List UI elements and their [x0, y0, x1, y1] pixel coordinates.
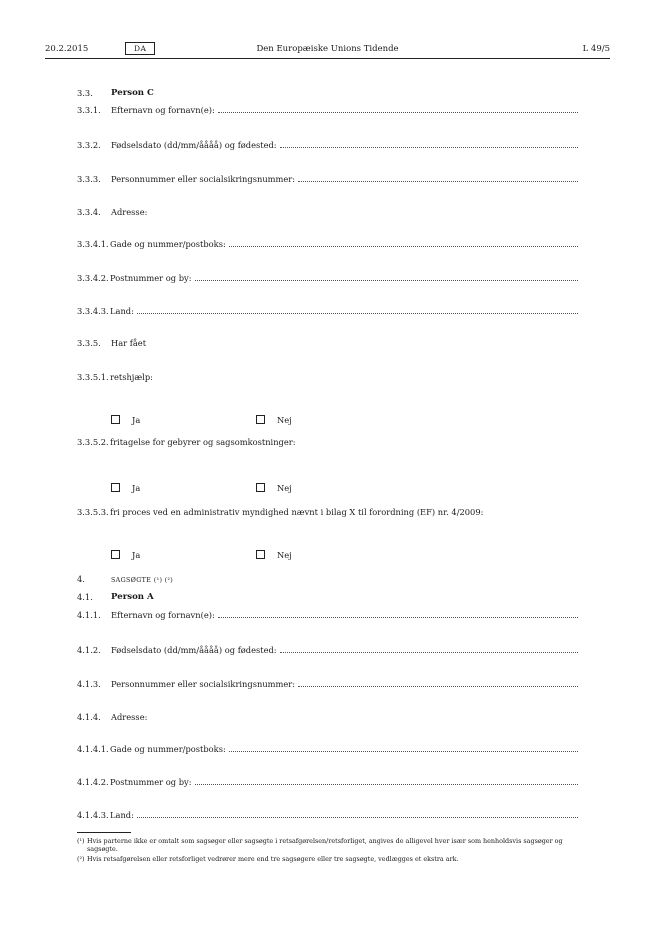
- field-row-street: [77, 743, 578, 755]
- section-title-wrapper: [111, 573, 173, 586]
- field-row-birth: [77, 644, 578, 656]
- field-row-received: [77, 337, 578, 349]
- checkbox-label: Ja: [132, 483, 141, 493]
- checkbox[interactable]: [256, 483, 265, 492]
- field-label: fritagelse for gebyrer og sagsomkostninger:: [110, 437, 296, 447]
- field-row-address: [77, 206, 578, 218]
- checkbox-label: Ja: [132, 550, 141, 560]
- field-number: 4.1.4.3.: [77, 810, 109, 820]
- field-label: Land:: [110, 810, 134, 820]
- field-label: Har fået: [111, 338, 147, 348]
- footnote-text: Hvis retsafgørelsen eller retsforliget vedrører mere end tre sagsøgere eller tre sagsøgte, vedlægges et ekstra ark.: [87, 855, 459, 863]
- field-row-address: [77, 711, 578, 723]
- field-number: 3.3.1.: [77, 105, 101, 115]
- footnote-mark: (²): [77, 855, 85, 863]
- field-number: 4.1.4.2.: [77, 777, 109, 787]
- field-label: Gade og nummer/postboks:: [110, 744, 226, 754]
- field-label: Fødselsdato (dd/mm/åååå) og fødested:: [111, 140, 277, 150]
- field-number: 4.1.3.: [77, 679, 101, 689]
- page-reference: L 49/5: [582, 44, 610, 54]
- checkbox-label: Nej: [277, 415, 292, 425]
- checkbox-no-group[interactable]: [256, 482, 292, 494]
- field-label: Adresse:: [111, 712, 148, 722]
- field-number: 3.3.5.2.: [77, 437, 109, 447]
- checkbox-no-group[interactable]: [256, 414, 292, 426]
- section-title: SAGSØGTE: [111, 576, 152, 584]
- field-number: 4.1.4.1.: [77, 744, 109, 754]
- field-row-personal-number: [77, 173, 578, 185]
- checkbox[interactable]: [111, 415, 120, 424]
- field-label: Land:: [110, 306, 134, 316]
- field-number: 3.3.4.2.: [77, 273, 109, 283]
- field-label: Personnummer eller socialsikringsnummer:: [111, 679, 296, 689]
- fill-in-line[interactable]: [218, 112, 578, 113]
- field-number: 3.3.4.1.: [77, 239, 109, 249]
- field-row-surname: [77, 104, 578, 116]
- fill-in-line[interactable]: [298, 686, 578, 687]
- footnote-divider: [77, 832, 131, 833]
- field-number: 4.1.2.: [77, 645, 101, 655]
- field-label: Personnummer eller socialsikringsnummer:: [111, 174, 296, 184]
- checkbox-yes-group[interactable]: [111, 549, 140, 561]
- footnote-refs: (¹) (²): [153, 576, 174, 584]
- checkbox[interactable]: [256, 415, 265, 424]
- field-row-country: [77, 809, 578, 821]
- field-label: Efternavn og fornavn(e):: [111, 105, 215, 115]
- field-number: 3.3.3.: [77, 174, 101, 184]
- field-number: 3.3.4.: [77, 207, 101, 217]
- field-number: 4.1.1.: [77, 610, 101, 620]
- field-row-postcode: [77, 776, 578, 788]
- fill-in-line[interactable]: [280, 652, 578, 653]
- language-code-box: DA: [125, 42, 155, 55]
- section-number: 4.1.: [77, 592, 93, 602]
- fill-in-line[interactable]: [229, 751, 578, 752]
- checkbox[interactable]: [256, 550, 265, 559]
- header-divider: [45, 58, 610, 59]
- field-number: 3.3.5.1.: [77, 372, 109, 382]
- fill-in-line[interactable]: [137, 817, 578, 818]
- section-heading-person-c: [77, 87, 578, 99]
- footnote: [77, 837, 578, 853]
- fill-in-line[interactable]: [195, 280, 578, 281]
- field-row-street: [77, 238, 578, 250]
- section-heading-defendants: [77, 573, 578, 585]
- field-label: Fødselsdato (dd/mm/åååå) og fødested:: [111, 645, 277, 655]
- field-number: 3.3.2.: [77, 140, 101, 150]
- fill-in-line[interactable]: [229, 246, 578, 247]
- footnote-mark: (¹): [77, 837, 85, 845]
- publication-date: 20.2.2015: [45, 44, 89, 54]
- journal-title: Den Europæiske Unions Tidende: [256, 44, 399, 54]
- footnote-text: Hvis parterne ikke er omtalt som sagsøger eller sagsøgte i retsafgørelsen/retsforliget, angives de alligevel hver især som henholdsvis sagsøger og sagsøgte.: [87, 837, 563, 854]
- checkbox-label: Nej: [277, 483, 292, 493]
- field-number: 3.3.5.: [77, 338, 101, 348]
- field-label: Gade og nummer/postboks:: [110, 239, 226, 249]
- field-row-personal-number: [77, 678, 578, 690]
- fill-in-line[interactable]: [280, 147, 578, 148]
- field-label: fri proces ved en administrativ myndighed nævnt i bilag X til forordning (EF) nr. 4/2009:: [110, 507, 484, 517]
- field-label: retshjælp:: [110, 372, 153, 382]
- checkbox-yes-group[interactable]: [111, 414, 140, 426]
- field-label: Efternavn og fornavn(e):: [111, 610, 215, 620]
- footnote: [77, 855, 578, 863]
- page-header: [45, 44, 610, 58]
- field-number: 3.3.4.3.: [77, 306, 109, 316]
- fill-in-line[interactable]: [218, 617, 578, 618]
- field-row-fee-exemption: [77, 436, 578, 448]
- field-row-country: [77, 305, 578, 317]
- checkbox-label: Ja: [132, 415, 141, 425]
- checkbox-no-group[interactable]: [256, 549, 292, 561]
- field-row-free-proceedings: [77, 506, 578, 518]
- section-title: Person A: [111, 592, 154, 602]
- field-label: Postnummer og by:: [110, 273, 192, 283]
- checkbox-yes-group[interactable]: [111, 482, 140, 494]
- field-row-legal-aid: [77, 371, 578, 383]
- fill-in-line[interactable]: [195, 784, 578, 785]
- field-number: 4.1.4.: [77, 712, 101, 722]
- checkbox-label: Nej: [277, 550, 292, 560]
- fill-in-line[interactable]: [298, 181, 578, 182]
- checkbox[interactable]: [111, 483, 120, 492]
- section-heading-person-a: [77, 591, 578, 603]
- fill-in-line[interactable]: [137, 313, 578, 314]
- field-label: Postnummer og by:: [110, 777, 192, 787]
- field-number: 3.3.5.3.: [77, 507, 109, 517]
- section-number: 3.3.: [77, 88, 93, 98]
- field-row-postcode: [77, 272, 578, 284]
- checkbox[interactable]: [111, 550, 120, 559]
- section-title: Person C: [111, 88, 154, 98]
- field-label: Adresse:: [111, 207, 148, 217]
- field-row-birth: [77, 139, 578, 151]
- field-row-surname: [77, 609, 578, 621]
- section-number: 4.: [77, 574, 85, 584]
